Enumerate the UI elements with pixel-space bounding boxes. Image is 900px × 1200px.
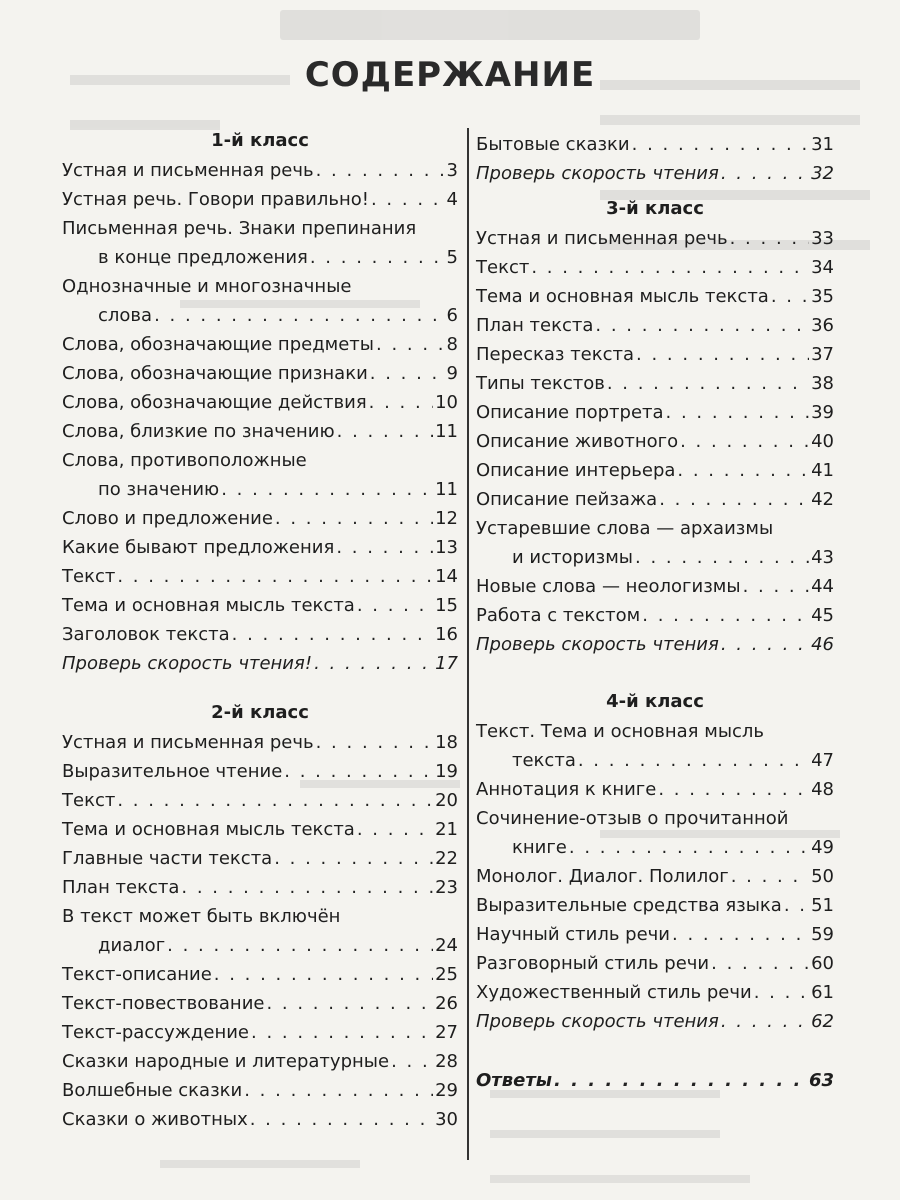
page-number: 8 [446, 334, 458, 355]
page-number: 38 [811, 373, 834, 394]
grade-1-heading: 1-й класс [211, 130, 309, 151]
toc-entry[interactable]: Слова, противоположные по значению . . . 11 [62, 446, 458, 504]
page-number: 34 [811, 257, 834, 278]
page-number: 41 [811, 460, 834, 481]
page-number: 61 [811, 982, 834, 1003]
toc-entry[interactable]: Описание животного . . . 40 [476, 427, 834, 456]
page-number: 43 [811, 547, 834, 568]
toc-entry[interactable]: Типы текстов . . . 38 [476, 369, 834, 398]
page-number: 10 [435, 392, 458, 413]
toc-entry-answers[interactable]: Ответы . . . 63 [476, 1066, 834, 1095]
page-number: 37 [811, 344, 834, 365]
toc-entry[interactable]: Научный стиль речи . . . 59 [476, 920, 834, 949]
page-number: 21 [435, 819, 458, 840]
toc-entry[interactable]: Разговорный стиль речи . . . 60 [476, 949, 834, 978]
right-column [476, 130, 834, 1095]
page-number: 27 [435, 1022, 458, 1043]
page-number: 59 [811, 924, 834, 945]
page-number: 30 [435, 1109, 458, 1130]
page-number: 18 [435, 732, 458, 753]
page-number: 46 [811, 634, 834, 655]
toc-entry[interactable]: Аннотация к книге . . . 48 [476, 775, 834, 804]
toc-entry[interactable]: Пересказ текста . . . 37 [476, 340, 834, 369]
toc-entry[interactable]: В текст может быть включён диалог . . . 24 [62, 902, 458, 960]
page-number: 28 [435, 1051, 458, 1072]
page-number: 22 [435, 848, 458, 869]
toc-entry[interactable]: Тема и основная мысль текста . . . 21 [62, 815, 458, 844]
page-number: 13 [435, 537, 458, 558]
page-number: 19 [435, 761, 458, 782]
page-number: 5 [446, 247, 458, 268]
toc-entry[interactable]: Описание интерьера . . . 41 [476, 456, 834, 485]
toc-entry[interactable]: Заголовок текста . . . 16 [62, 620, 458, 649]
toc-entry[interactable]: Какие бывают предложения . . . 13 [62, 533, 458, 562]
toc-entry[interactable]: Выразительное чтение . . . 19 [62, 757, 458, 786]
page-number: 17 [435, 653, 458, 674]
toc-entry[interactable]: Новые слова — неологизмы . . . 44 [476, 572, 834, 601]
page-number: 45 [811, 605, 834, 626]
page-number: 33 [811, 228, 834, 249]
page-number: 36 [811, 315, 834, 336]
page-number: 49 [811, 837, 834, 858]
toc-entry[interactable]: Текст . . . 20 [62, 786, 458, 815]
page-number: 24 [435, 935, 458, 956]
page-number: 15 [435, 595, 458, 616]
toc-entry[interactable]: Устная и письменная речь . . . 3 [62, 156, 458, 185]
toc-entry-reading-check[interactable]: Проверь скорость чтения . . . 62 [476, 1007, 834, 1036]
page-number: 50 [811, 866, 834, 887]
grade-3-heading: 3-й класс [606, 198, 704, 219]
toc-entry[interactable]: Слово и предложение . . . 12 [62, 504, 458, 533]
page-number: 40 [811, 431, 834, 452]
toc-entry[interactable]: Текст-повествование . . . 26 [62, 989, 458, 1018]
grade-2-heading: 2-й класс [211, 702, 309, 723]
toc-entry[interactable]: Текст-рассуждение . . . 27 [62, 1018, 458, 1047]
toc-entry[interactable]: Слова, близкие по значению . . . 11 [62, 417, 458, 446]
toc-entry[interactable]: План текста . . . 36 [476, 311, 834, 340]
toc-entry[interactable]: Письменная речь. Знаки препинания в конце предложения . . . 5 [62, 214, 458, 272]
page-number: 9 [446, 363, 458, 384]
page-number: 16 [435, 624, 458, 645]
page-number: 3 [446, 160, 458, 181]
toc-entry-reading-check[interactable]: Проверь скорость чтения! . . . 17 [62, 649, 458, 678]
grade-4-heading: 4-й класс [606, 691, 704, 712]
toc-entry[interactable]: Устная речь. Говори правильно! . . . 4 [62, 185, 458, 214]
page-number: 23 [435, 877, 458, 898]
toc-entry[interactable]: Сказки народные и литературные . . . 28 [62, 1047, 458, 1076]
page-number: 29 [435, 1080, 458, 1101]
page-number: 26 [435, 993, 458, 1014]
page-number: 63 [808, 1070, 834, 1091]
page-number: 35 [811, 286, 834, 307]
toc-entry[interactable]: Монолог. Диалог. Полилог . . . 50 [476, 862, 834, 891]
toc-entry[interactable]: Главные части текста . . . 22 [62, 844, 458, 873]
toc-entry[interactable]: Волшебные сказки . . . 29 [62, 1076, 458, 1105]
toc-entry[interactable]: Устная и письменная речь . . . 33 [476, 224, 834, 253]
toc-entry[interactable]: Устаревшие слова — архаизмы и историзмы . . . 43 [476, 514, 834, 572]
page-number: 11 [435, 479, 458, 500]
page-number: 42 [811, 489, 834, 510]
toc-entry[interactable]: Бытовые сказки . . . 31 [476, 130, 834, 159]
page-number: 51 [811, 895, 834, 916]
page-number: 11 [435, 421, 458, 442]
toc-entry[interactable]: Выразительные средства языка . . . 51 [476, 891, 834, 920]
page-number: 20 [435, 790, 458, 811]
toc-entry[interactable]: Художественный стиль речи . . . 61 [476, 978, 834, 1007]
toc-entry[interactable]: Текст. Тема и основная мысль текста . . . 47 [476, 717, 834, 775]
toc-entry[interactable]: Сочинение-отзыв о прочитанной книге . . . 49 [476, 804, 834, 862]
page-number: 39 [811, 402, 834, 423]
page-number: 44 [811, 576, 834, 597]
page-number: 31 [811, 134, 834, 155]
page-number: 25 [435, 964, 458, 985]
toc-entry[interactable]: Тема и основная мысль текста . . . 35 [476, 282, 834, 311]
toc-entry[interactable]: Работа с текстом . . . 45 [476, 601, 834, 630]
column-divider [467, 128, 469, 1160]
toc-entry[interactable]: Устная и письменная речь . . . 18 [62, 728, 458, 757]
left-column [62, 128, 458, 1134]
toc-entry[interactable]: Текст-описание . . . 25 [62, 960, 458, 989]
page-number: 4 [446, 189, 458, 210]
toc-entry-reading-check[interactable]: Проверь скорость чтения . . . 46 [476, 630, 834, 659]
toc-entry[interactable]: Слова, обозначающие предметы . . . 8 [62, 330, 458, 359]
toc-entry[interactable]: Текст . . . 34 [476, 253, 834, 282]
page-number: 6 [446, 305, 458, 326]
toc-entry[interactable]: Описание портрета . . . 39 [476, 398, 834, 427]
toc-entry[interactable]: Описание пейзажа . . . 42 [476, 485, 834, 514]
page-number: 48 [811, 779, 834, 800]
toc-entry[interactable]: Слова, обозначающие признаки . . . 9 [62, 359, 458, 388]
toc-entry[interactable]: Слова, обозначающие действия . . . 10 [62, 388, 458, 417]
page-number: 62 [811, 1011, 834, 1032]
page-number: 32 [811, 163, 834, 184]
page-number: 47 [811, 750, 834, 771]
toc-entry[interactable]: Однозначные и многозначные слова . . . 6 [62, 272, 458, 330]
page-number: 12 [435, 508, 458, 529]
page-number: 14 [435, 566, 458, 587]
toc-entry[interactable]: Текст . . . 14 [62, 562, 458, 591]
toc-entry[interactable]: Сказки о животных . . . 30 [62, 1105, 458, 1134]
page-title: СОДЕРЖАНИЕ [304, 55, 596, 95]
page-number: 60 [811, 953, 834, 974]
toc-entry-reading-check[interactable]: Проверь скорость чтения . . . 32 [476, 159, 834, 188]
toc-entry[interactable]: План текста . . . 23 [62, 873, 458, 902]
toc-entry[interactable]: Тема и основная мысль текста . . . 15 [62, 591, 458, 620]
